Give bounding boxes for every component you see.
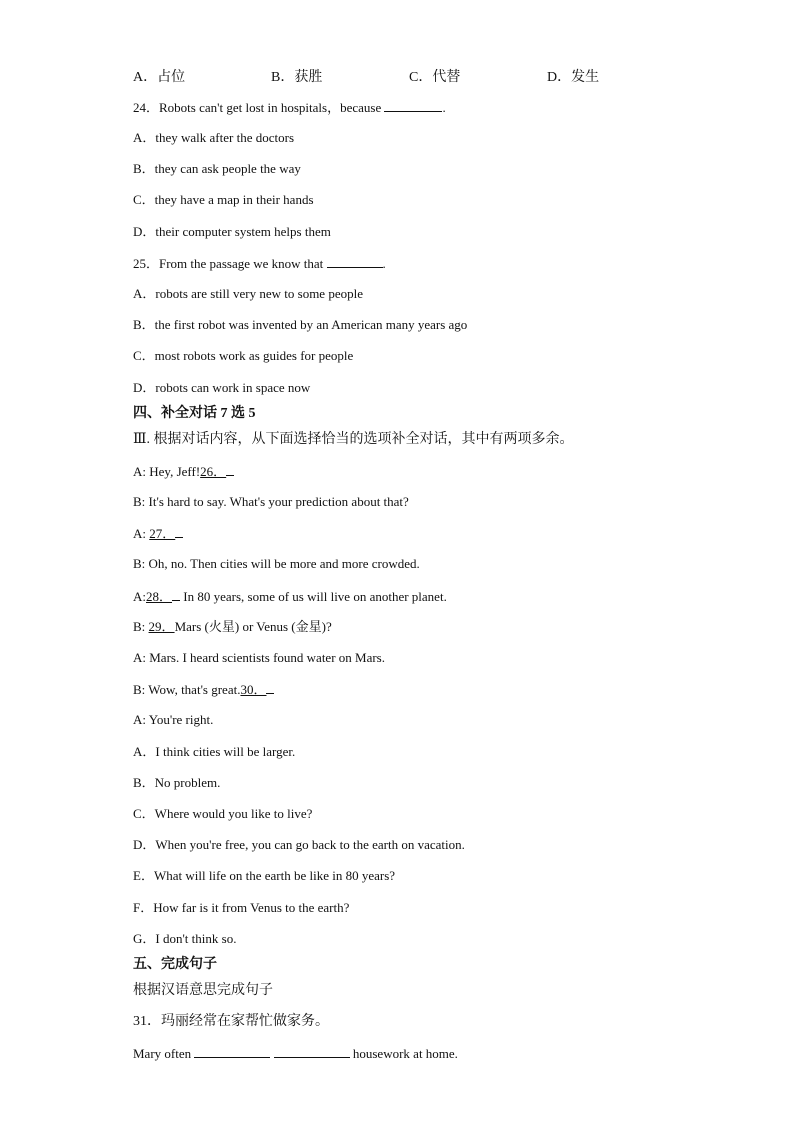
question-25-stem <box>133 254 386 273</box>
q23-options-row <box>133 66 693 86</box>
answer-blank[interactable] <box>384 98 442 112</box>
q25-option-a: A．robots are still very new to some people <box>133 286 363 301</box>
dialogue-line-4: B: Oh, no. Then cities will be more and more crowded. <box>133 556 420 571</box>
answer-blank-31a[interactable] <box>194 1044 270 1058</box>
dialogue-line-6 <box>133 618 332 636</box>
q23-option-d: D．发生 <box>547 70 600 85</box>
dialogue-text: B: Wow, that's great. <box>133 682 241 697</box>
dialogue-line-9: A: You're right. <box>133 712 214 727</box>
q24-option-d: D．their computer system helps them <box>133 224 331 239</box>
section-5-title: 五、完成句子 <box>133 957 217 972</box>
q24-option-b: B．they can ask people the way <box>133 161 301 176</box>
dialogue-text: A: Hey, Jeff! <box>133 464 201 479</box>
dialogue-option-g: G．I don't think so. <box>133 931 237 946</box>
answer-blank-29[interactable]: 29． <box>148 619 175 634</box>
question-31-stem: 31．玛丽经常在家帮忙做家务。 <box>133 1014 329 1029</box>
dialogue-option-a: A．I think cities will be larger. <box>133 744 296 759</box>
dialogue-text: A: <box>133 589 146 604</box>
question-31-sentence <box>133 1044 458 1063</box>
answer-blank-26[interactable]: 26． <box>200 464 227 479</box>
section-4-title: 四、补全对话 7 选 5 <box>133 406 256 421</box>
dialogue-text: Mars (火星) or Venus (金星)? <box>174 619 332 634</box>
dialogue-text: A: <box>133 526 150 541</box>
dialogue-line-7: A: Mars. I heard scientists found water on Mars. <box>133 650 385 665</box>
q23-option-b: B．获胜 <box>271 70 323 85</box>
dialogue-text: In 80 years, some of us will live on another planet. <box>180 589 447 604</box>
question-25-text: 25．From the passage we know that <box>133 256 324 271</box>
question-31-pre: Mary often <box>133 1046 192 1061</box>
question-25-end: . <box>382 256 386 271</box>
dialogue-option-d: D．When you're free, you can go back to the earth on vacation. <box>133 837 465 852</box>
answer-blank-27[interactable]: 27． <box>149 526 176 541</box>
answer-blank-30[interactable]: 30． <box>240 682 267 697</box>
section-5-instruction: 根据汉语意思完成句子 <box>133 983 273 998</box>
question-31-post: housework at home. <box>352 1046 458 1061</box>
dialogue-line-2: B: It's hard to say. What's your prediction about that? <box>133 494 409 509</box>
q24-option-c: C．they have a map in their hands <box>133 192 314 207</box>
dialogue-option-e: E．What will life on the earth be like in 80 years? <box>133 868 396 883</box>
answer-blank-28[interactable]: 28． <box>146 589 173 604</box>
dialogue-line-1 <box>133 462 234 481</box>
dialogue-line-5 <box>133 587 447 606</box>
dialogue-option-b: B．No problem. <box>133 775 221 790</box>
q23-option-a: A．占位 <box>133 70 186 85</box>
answer-blank[interactable] <box>327 254 383 268</box>
question-24-text: 24．Robots can't get lost in hospitals，because <box>133 100 382 115</box>
q25-option-b: B．the first robot was invented by an American many years ago <box>133 317 468 332</box>
dialogue-option-f: F．How far is it from Venus to the earth? <box>133 900 350 915</box>
q25-option-c: C．most robots work as guides for people <box>133 348 354 363</box>
dialogue-option-c: C．Where would you like to live? <box>133 806 313 821</box>
question-24-stem <box>133 98 446 117</box>
section-4-instruction: Ⅲ. 根据对话内容，从下面选择恰当的选项补全对话，其中有两项多余。 <box>133 432 574 447</box>
dialogue-line-3 <box>133 524 183 543</box>
q25-option-d: D．robots can work in space now <box>133 380 311 395</box>
dialogue-line-8 <box>133 680 274 699</box>
dialogue-text: B: <box>133 619 149 634</box>
q23-option-c: C．代替 <box>409 70 461 85</box>
answer-blank-31b[interactable] <box>274 1044 350 1058</box>
question-24-end: . <box>442 100 446 115</box>
q24-option-a: A．they walk after the doctors <box>133 130 295 145</box>
